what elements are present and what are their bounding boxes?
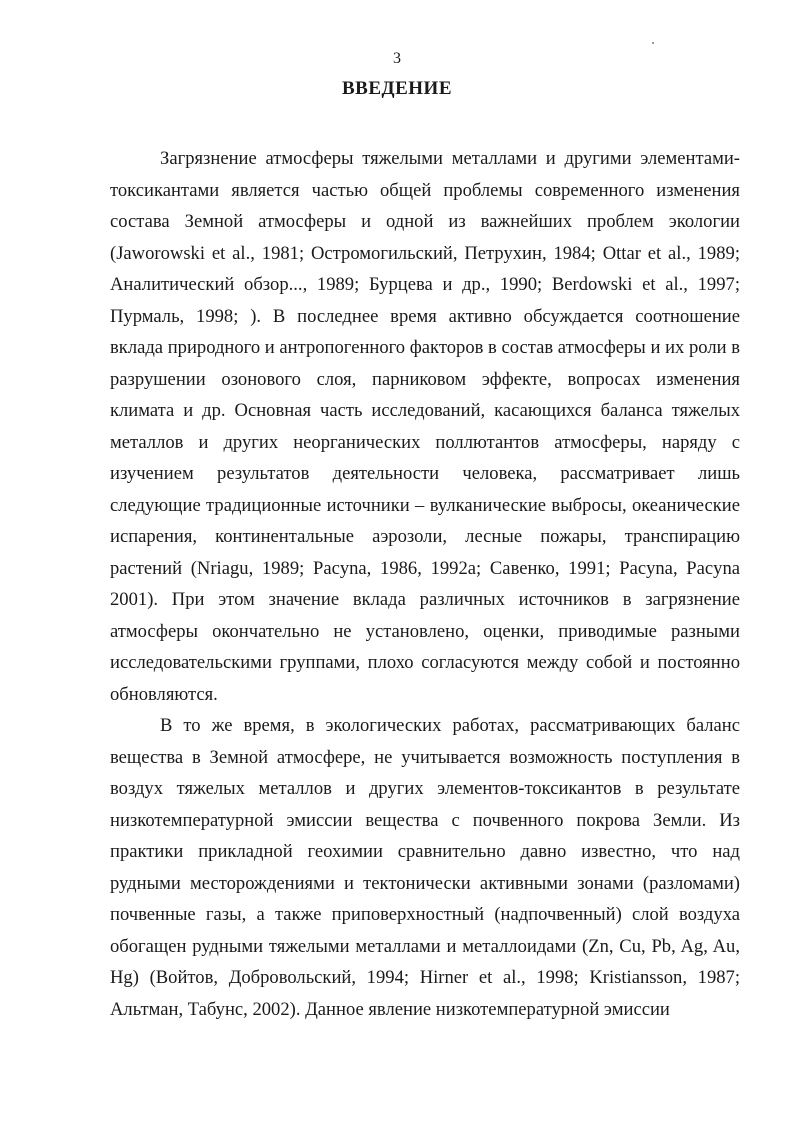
paragraph-1: Загрязнение атмосферы тяжелыми металлами и другими элементами-токсикантами является частью общей проблемы современного изменения состава Земной атмосферы и одной из важнейших проблем экологии (Jaworowski et al., 1981; Остромогильский, Петрухин, 1984; Ottar et al., 1989; Аналитический обзор..., 1989; Бурцева и др., 1990; Berdowski et al., 1997; Пурмаль, 1998; ). В последнее время активно обсуждается соотношение вклада природного и антропогенного факторов в состав атмосферы и их роли в разрушении озонового слоя, парниковом эффекте, вопросах изменения климата и др. Основная часть исследований, касающихся баланса тяжелых металлов и других неорганических поллютантов атмосферы, наряду с изучением результатов деятельности человека, рассматривает лишь следующие традиционные источники – вулканические выбросы, океанические испарения, континентальные аэрозоли, лесные пожары, транспирацию растений (Nriagu, 1989; Pacyna, 1986, 1992a; Савенко, 1991; Pacyna, Pacyna 2001). При этом значение вклада различных источников в загрязнение атмосферы окончательно не установлено, оценки, приводимые разными исследовательскими группами, плохо согласуются между собой и постоянно обновляются. xyxy=(110,148,740,705)
paragraph-2: В то же время, в экологических работах, рассматривающих баланс вещества в Земной атмосфере, не учитывается возможность поступления в воздух тяжелых металлов и других элементов-токсикантов в результате низкотемпературной эмиссии вещества с почвенного покрова Земли. Из практики прикладной геохимии сравнительно давно известно, что над рудными месторождениями и тектонически активными зонами (разломами) почвенные газы, а также приповерхностный (надпочвенный) слой воздуха обогащен рудными тяжелыми металлами и металлоидами (Zn, Cu, Pb, Ag, Au, Hg) (Войтов, Добровольский, 1994; Hirner et al., 1998; Kristiansson, 1987; Альтман, Табунс, 2002). Данное явление низкотемпературной эмиссии xyxy=(110,715,740,1020)
scan-speck xyxy=(652,42,654,44)
page-number: 3 xyxy=(393,50,401,67)
page-title: ВВЕДЕНИЕ xyxy=(342,78,452,99)
document-body xyxy=(110,143,740,1025)
